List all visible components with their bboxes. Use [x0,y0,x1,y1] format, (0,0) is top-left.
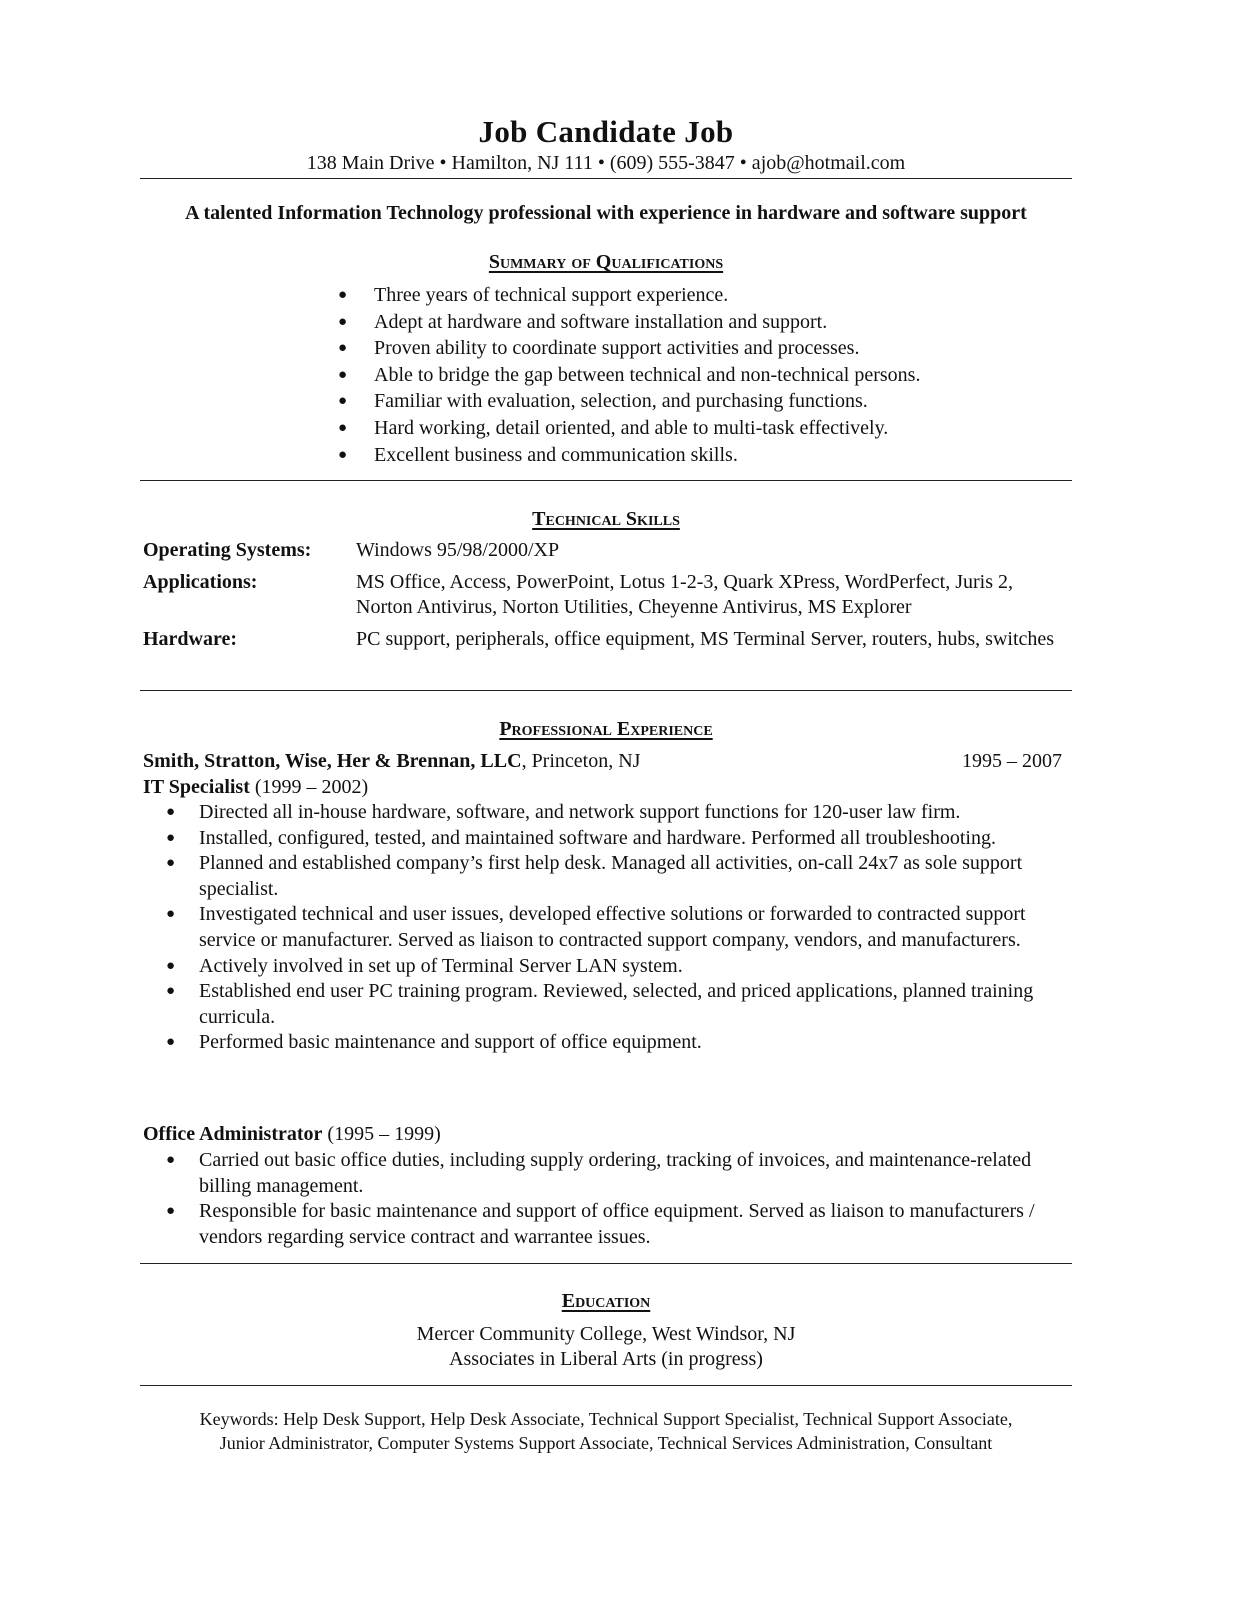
company-name: Smith, Stratton, Wise, Her & Brennan, LLC [143,750,522,772]
skill-value: PC support, peripherals, office equipment, MS Terminal Server, routers, hubs, switches [356,628,1055,650]
bullet-icon: ● [338,313,348,330]
skill-label: Hardware: [143,628,238,650]
role-title-line [143,1122,441,1146]
employment-dates: 1995 – 2007 [962,750,1062,772]
role-duties-list [166,1148,1069,1250]
bullet-icon: ● [338,340,348,357]
list-item: ● Established end user PC training program. Reviewed, selected, and priced applications, planned training curricula. [166,980,1034,1028]
skill-value: MS Office, Access, PowerPoint, Lotus 1-2-3, Quark XPress, WordPerfect, Juris 2, Norton Antivirus, Norton Utilities, Cheyenne Antivirus, MS Explorer [356,571,1014,618]
skill-label: Operating Systems: [143,539,312,561]
education-degree: Associates in Liberal Arts (in progress) [449,1348,763,1370]
list-item: ● Actively involved in set up of Terminal Server LAN system. [199,954,1069,980]
tagline: A talented Information Technology professional with experience in hardware and software support [185,202,1027,224]
bullet-icon: ● [166,957,176,974]
company-location: , Princeton, NJ [521,750,641,772]
bullet-icon: ● [338,366,348,383]
candidate-name: Job Candidate Job [478,114,734,149]
bullet-icon: ● [338,419,348,436]
section-title-skills: Technical Skills [532,508,680,530]
list-item: ● Installed, configured, tested, and maintained software and hardware. Performed all troubleshooting. [199,826,1069,852]
divider [140,1385,1072,1386]
skill-label: Applications: [143,571,258,593]
bullet-icon: ● [166,1203,176,1220]
list-item: ● Proven ability to coordinate support activities and processes. [374,335,920,362]
bullet-icon: ● [166,829,176,846]
role-period: (1995 – 1999) [322,1123,441,1145]
list-item: ● Investigated technical and user issues, developed effective solutions or forwarded to contracted support service or manufacturer. Served as liaison to contracted support company, vendors, and manufacturers. [166,903,1026,951]
bullet-icon: ● [166,1152,176,1168]
keywords-line: Junior Administrator, Computer Systems Support Associate, Technical Services Administration, Consultant [219,1433,993,1453]
list-item: ● Able to bridge the gap between technical and non-technical persons. [374,362,920,389]
section-title-education: Education [561,1290,651,1312]
contact-line: 138 Main Drive • Hamilton, NJ 111 • (609) 555-3847 • ajob@hotmail.com [306,152,906,174]
role-title: IT Specialist [143,776,250,798]
divider [140,690,1072,691]
bullet-icon: ● [338,287,348,303]
bullet-icon: ● [166,906,176,923]
role-duties-list [166,800,1069,1056]
company-line [143,749,640,773]
list-item: ● Planned and established company’s first help desk. Managed all activities, on-call 24x7 as sole support specialist. [166,852,1023,900]
bullet-icon: ● [166,983,176,1000]
list-item: ● Familiar with evaluation, selection, and purchasing functions. [374,388,920,415]
divider [140,480,1072,481]
bullet-icon: ● [338,446,348,463]
section-title-experience: Professional Experience [499,718,713,740]
list-item: ● Directed all in-house hardware, software, and network support functions for 120-user law firm. [199,800,1069,826]
list-item: ● Excellent business and communication skills. [374,442,920,469]
bullet-icon: ● [166,804,176,820]
divider [140,178,1072,179]
list-item: ● Carried out basic office duties, including supply ordering, tracking of invoices, and maintenance-related billing management. [166,1149,1032,1197]
education-school: Mercer Community College, West Windsor, NJ [416,1323,796,1345]
list-item: ● Three years of technical support experience. [374,282,920,309]
skill-value: Windows 95/98/2000/XP [356,539,560,561]
bullet-icon: ● [338,393,348,410]
bullet-icon: ● [166,855,176,872]
role-period: (1999 – 2002) [249,776,369,798]
divider [140,1263,1072,1264]
section-title-summary: Summary of Qualifications [488,251,724,273]
role-title: Office Administrator [143,1123,323,1145]
role-title-line [143,775,368,799]
keywords-line: Keywords: Help Desk Support, Help Desk Associate, Technical Support Specialist, Technical Support Associate, [199,1409,1013,1429]
list-item: ● Responsible for basic maintenance and support of office equipment. Served as liaison to manufacturers / vendors regarding service contract and warrantee issues. [166,1200,1035,1248]
list-item: ● Hard working, detail oriented, and able to multi-task effectively. [374,415,920,442]
bullet-icon: ● [166,1034,176,1051]
list-item: ● Adept at hardware and software installation and support. [374,309,920,336]
list-item: ● Performed basic maintenance and support of office equipment. [199,1030,1069,1056]
summary-list [338,282,921,468]
